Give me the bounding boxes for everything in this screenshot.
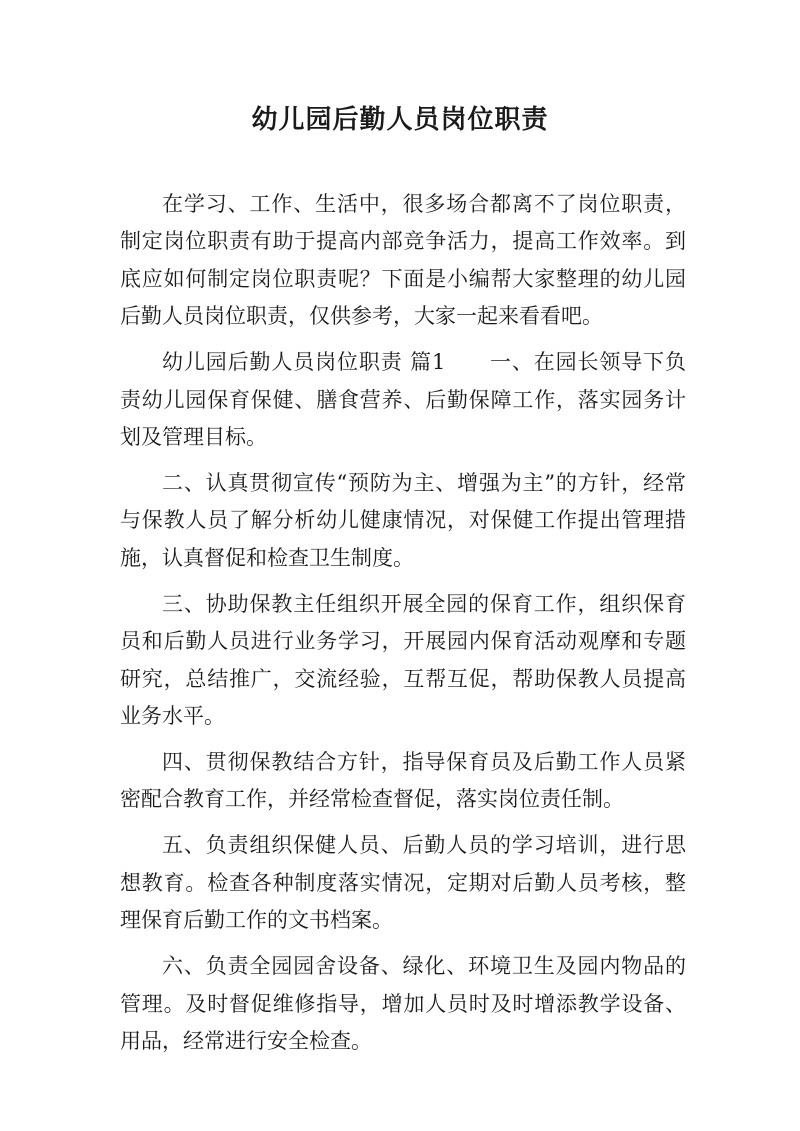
paragraph-intro: 在学习、工作、生活中，很多场合都离不了岗位职责，制定岗位职责有助于提高内部竞争活力，提高工作效率。到底应如何制定岗位职责呢？下面是小编帮大家整理的幼儿园后勤人员岗位职责，仅供参考，大家一起来看看吧。 <box>120 192 686 329</box>
document-title: 幼儿园后勤人员岗位职责 <box>251 105 549 135</box>
paragraph-duty-3: 三、协助保教主任组织开展全园的保育工作，组织保育员和后勤人员进行业务学习，开展园内保育活动观摩和专题研究，总结推广，交流经验，互帮互促，帮助保教人员提高业务水平。 <box>120 591 686 729</box>
paragraph-duty-2: 二、认真贯彻宣传“预防为主、增强为主”的方针，经常与保教人员了解分析幼儿健康情况，对保健工作提出管理措施，认真督促和检查卫生制度。 <box>120 471 686 570</box>
paragraph-duty-4: 四、贯彻保教结合方针，指导保育员及后勤工作人员紧密配合教育工作，并经常检查督促，落实岗位责任制。 <box>120 750 686 812</box>
paragraph-duty-6: 六、负责全园园舍设备、绿化、环境卫生及园内物品的管理。及时督促维修指导，增加人员时及时增添教学设备、用品，经常进行安全检查。 <box>120 954 686 1054</box>
paragraph-duty-5: 五、负责组织保健人员、后勤人员的学习培训，进行思想教育。检查各种制度落实情况，定期对后勤人员考核，整理保育后勤工作的文书档案。 <box>120 833 686 933</box>
paragraph-duty-1: 幼儿园后勤人员岗位职责 篇1 一、在园长领导下负责幼儿园保育保健、膳食营养、后勤保障工作，落实园务计划及管理目标。 <box>120 350 686 450</box>
document-body <box>120 186 686 1061</box>
